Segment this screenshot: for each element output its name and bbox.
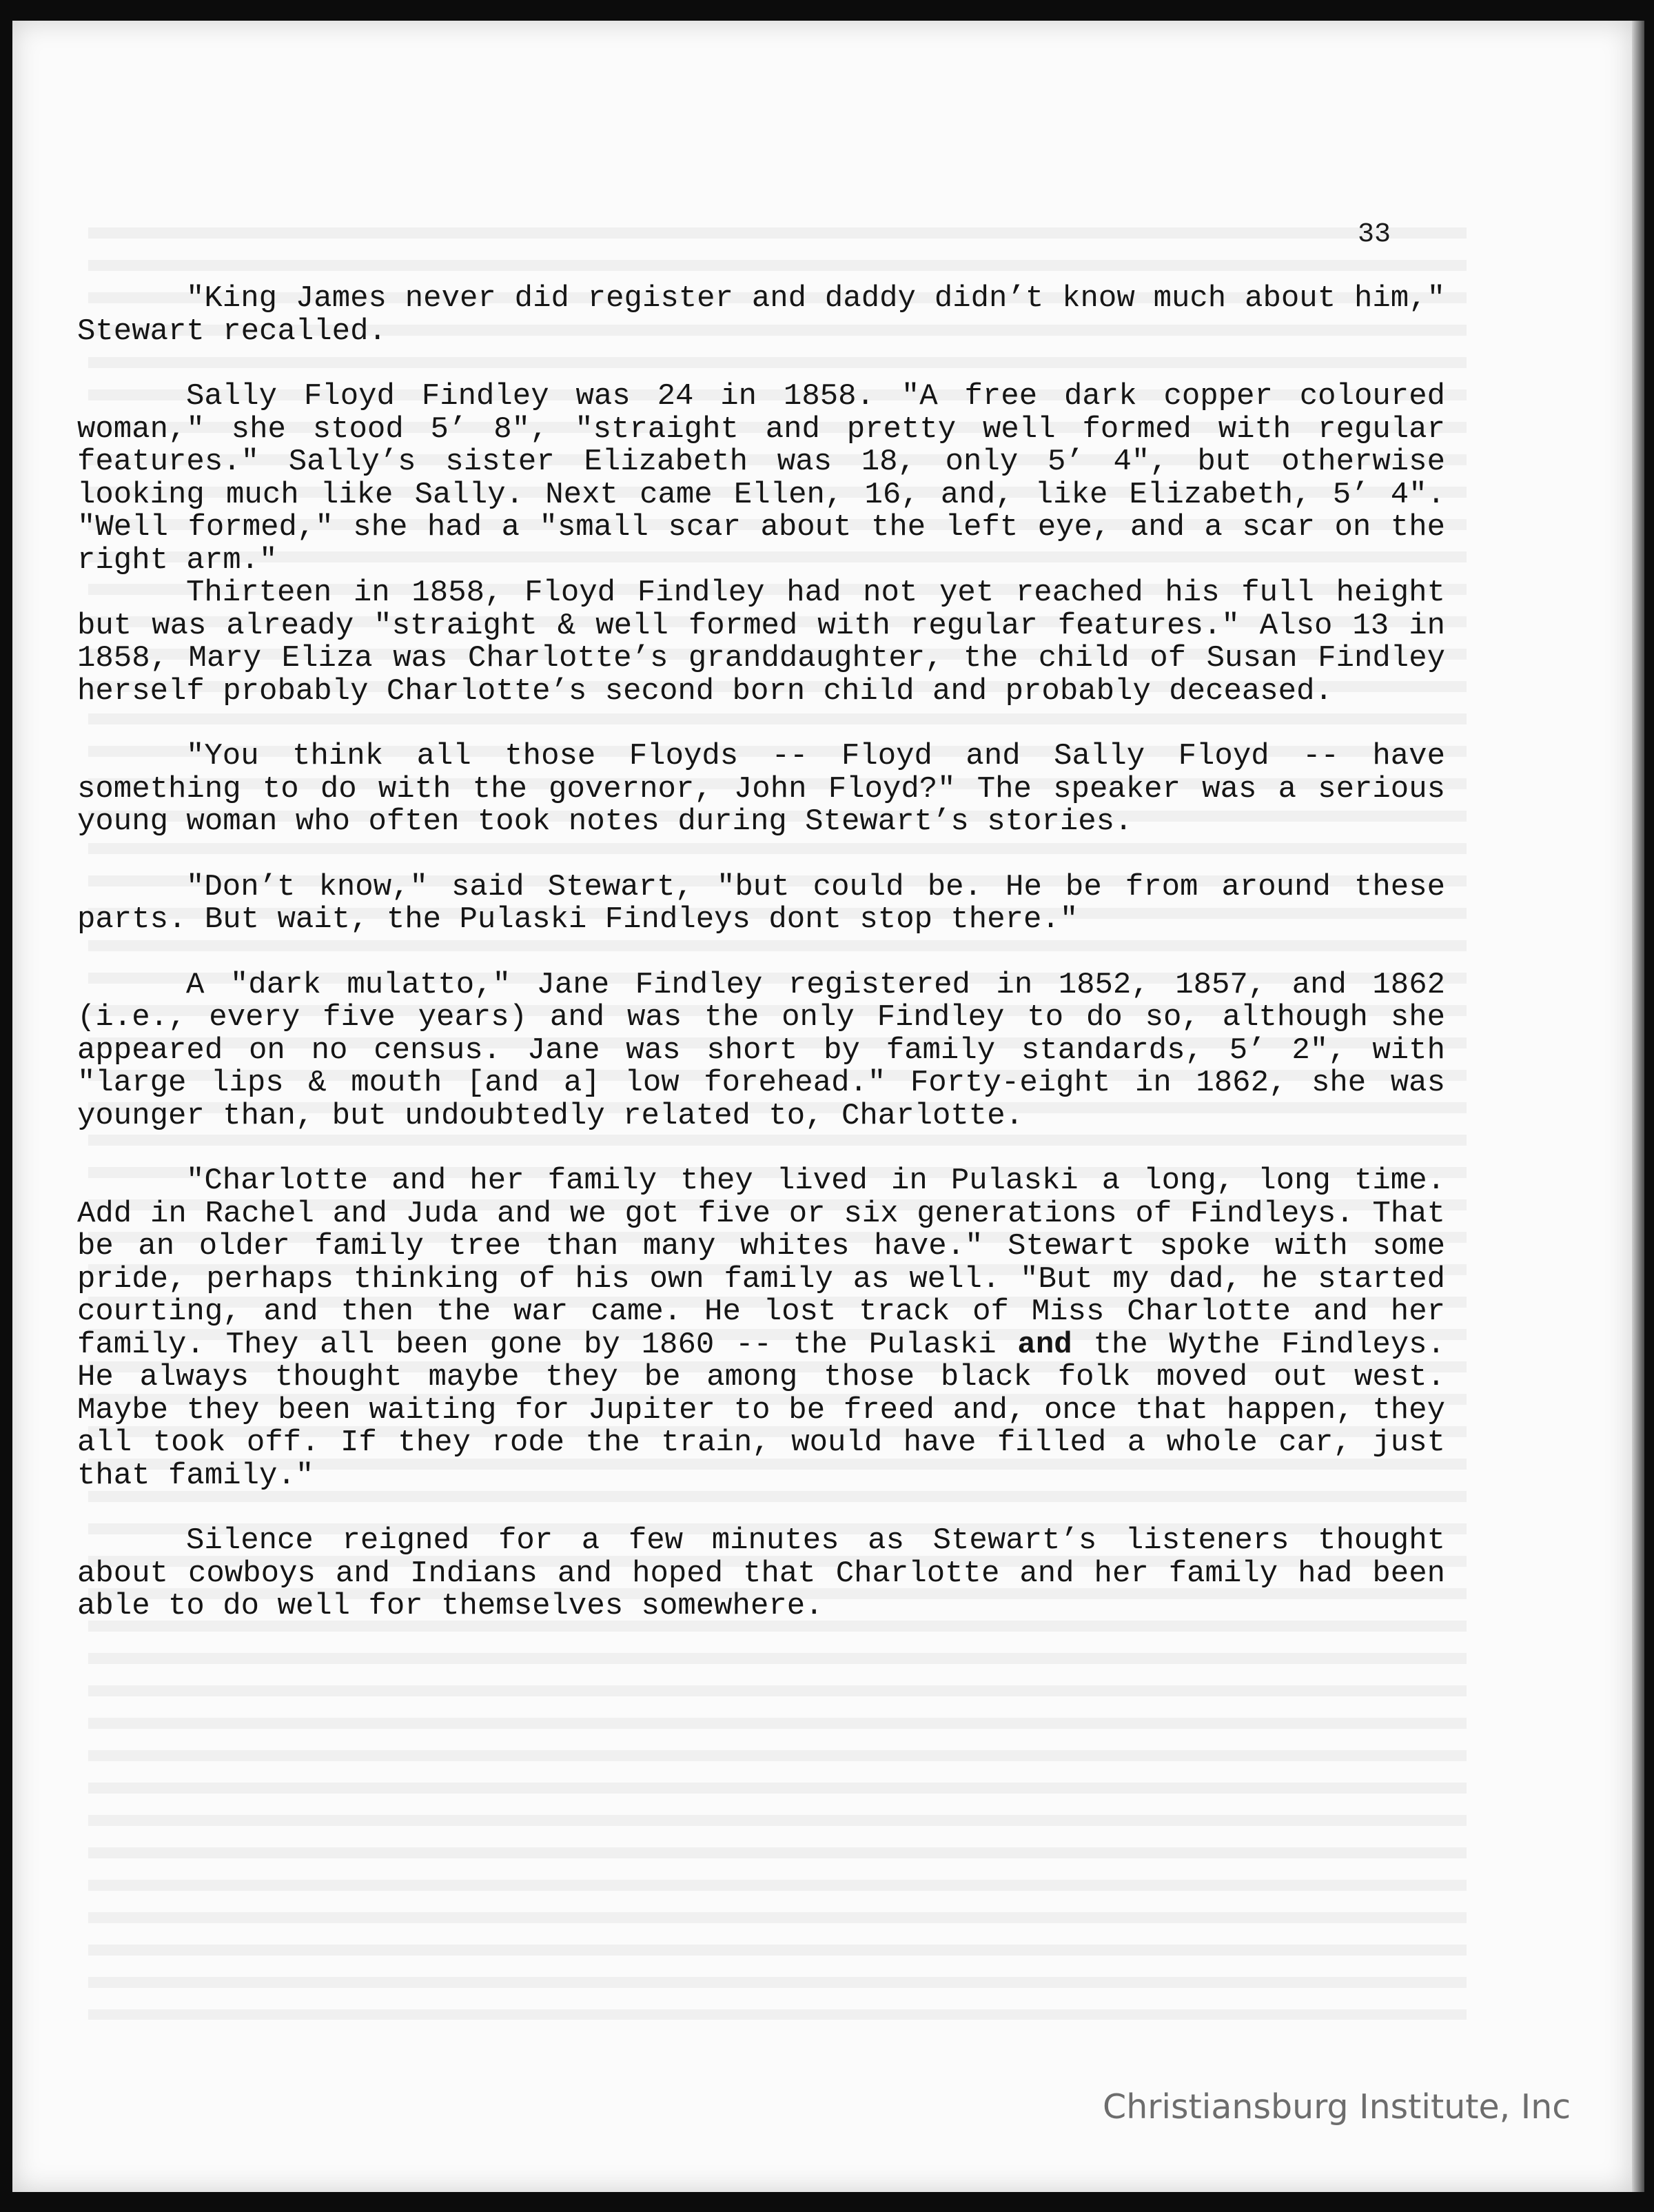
paragraph-7-bold-word: and — [1017, 1327, 1072, 1362]
paragraph-7 — [77, 1165, 1445, 1492]
paragraph-7-text-end: the Wythe Findleys. He always thought maybe they be among those black folk moved out west. Maybe they been waiting for Jupiter to be freed and, once that happen, they all took off. If they rode the train, would have filled a whole car, just that family." — [77, 1327, 1445, 1493]
paragraph-1: "King James never did register and daddy didn’t know much about him," Stewart recalled. — [77, 281, 1445, 349]
paragraph-3: Thirteen in 1858, Floyd Findley had not yet reached his full height but was already "straight & well formed with regular features." Also 13 in 1858, Mary Eliza was Charlotte’s granddaughter, the child of Susan Findley herself probably Charlotte’s second born child and probably deceased. — [77, 576, 1445, 709]
page-edge-shadow — [1632, 21, 1644, 2192]
page-number: 33 — [1358, 219, 1391, 250]
paragraph-2: Sally Floyd Findley was 24 in 1858. "A free dark copper coloured woman," she stood 5’ 8", "straight and pretty well formed with regular features." Sally’s sister Elizabeth was 18, only 5’ 4", but otherwise looking much like Sally. Next came Ellen, 16, and, like Elizabeth, 5’ 4". "Well formed," she had a "small scar about the left eye, and a scar on the right arm." — [77, 379, 1445, 578]
paragraph-7-text-start: "Charlotte and her family they lived in Pulaski a long, long time. Add in Rachel and Juda and we got five or six generations of Findleys. That be an older family tree than many whites have." Stewart spoke with some pride, perhaps thinking of his own family as well. "But my dad, he started courting, and then the war came. He lost track of Miss Charlotte and her family. They all been gone by 1860 -- the Pulaski — [77, 1164, 1445, 1362]
document-body — [77, 283, 1445, 1656]
paragraph-8: Silence reigned for a few minutes as Stewart’s listeners thought about cowboys and Indians and hoped that Charlotte and her family had been able to do well for themselves somewhere. — [77, 1523, 1445, 1623]
archive-watermark: Christiansburg Institute, Inc — [1103, 2087, 1571, 2127]
paragraph-5: "Don’t know," said Stewart, "but could be. He be from around these parts. But wait, the Pulaski Findleys dont stop there." — [77, 869, 1445, 937]
paragraph-4: "You think all those Floyds -- Floyd and Sally Floyd -- have something to do with the governor, John Floyd?" The speaker was a serious young woman who often took notes during Stewart’s stories. — [77, 739, 1445, 839]
paragraph-6: A "dark mulatto," Jane Findley registered in 1852, 1857, and 1862 (i.e., every five years) and was the only Findley to do so, although she appeared on no census. Jane was short by family standards, 5’ 2", with "large lips & mouth [and a] low forehead." Forty-eight in 1862, she was younger than, but undoubtedly related to, Charlotte. — [77, 967, 1445, 1133]
